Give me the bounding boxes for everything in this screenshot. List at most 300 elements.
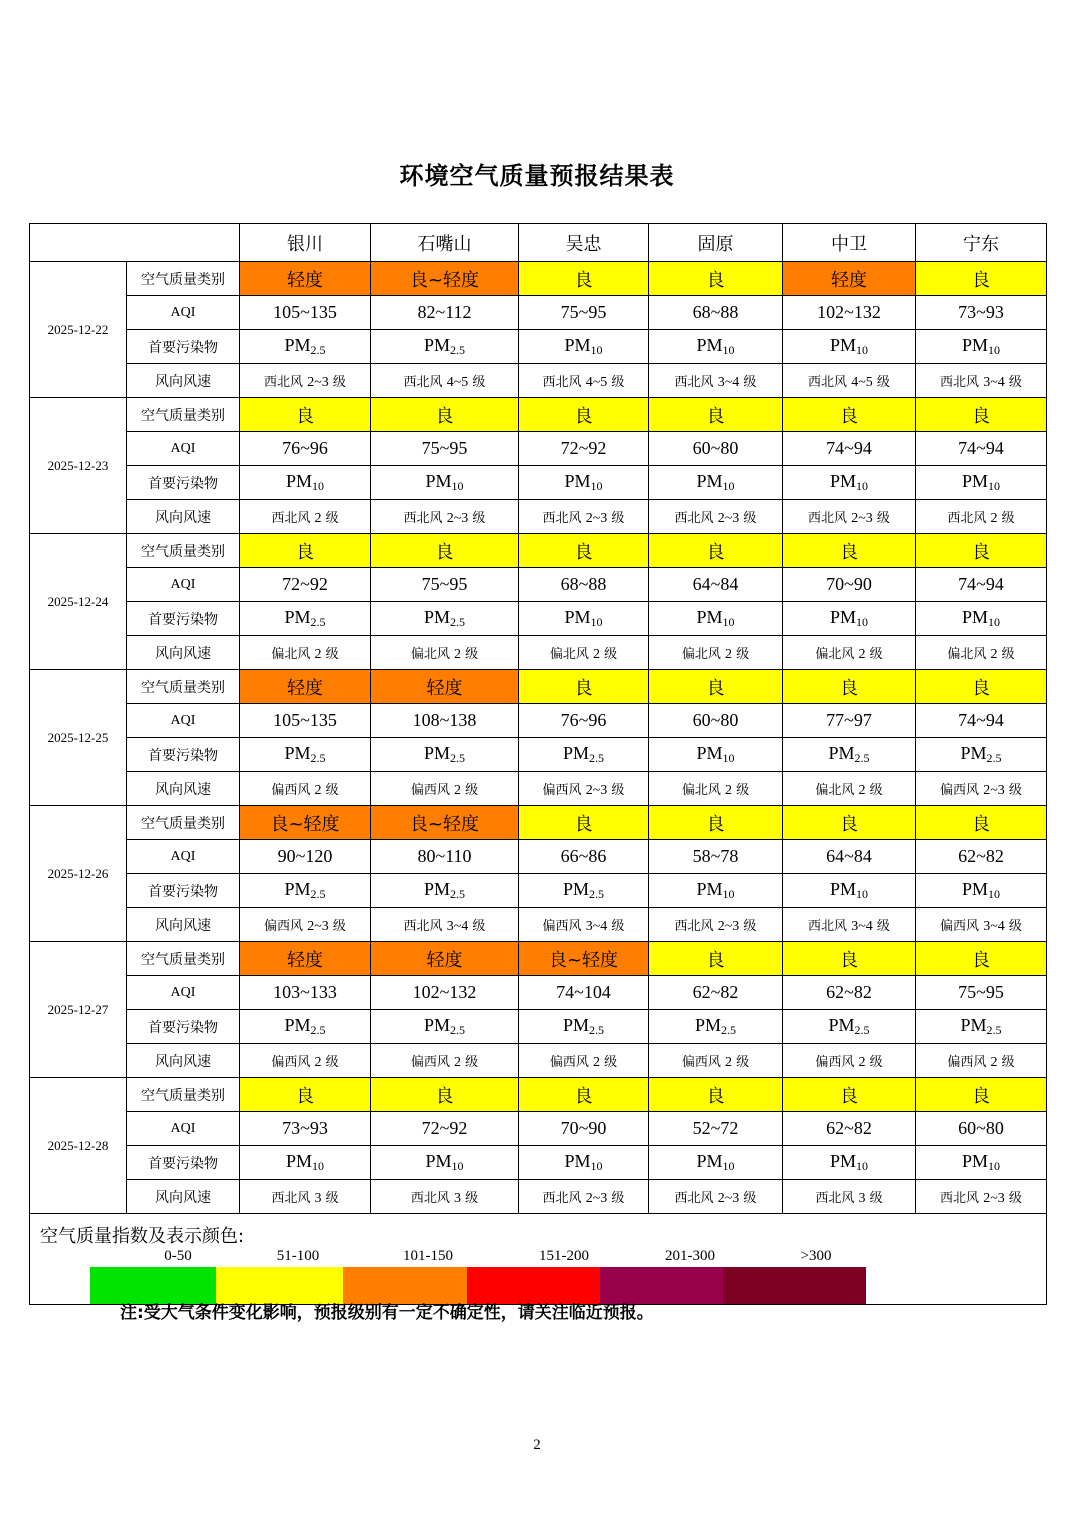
wind-cell <box>240 908 371 942</box>
pollutant-subscript: 2.5 <box>450 751 465 765</box>
date-cell: 2025-12-26 <box>30 806 127 942</box>
pollutant-cell <box>240 874 371 908</box>
wind-cell <box>649 772 783 806</box>
wind-cell <box>649 364 783 398</box>
pollutant-name: PM <box>829 1151 856 1171</box>
wind-direction: 西北风 <box>403 918 443 934</box>
pollutant-cell <box>649 738 783 772</box>
wind-direction: 偏西风 <box>681 1054 721 1070</box>
pollutant-cell <box>240 466 371 500</box>
wind-unit: 级 <box>611 918 625 934</box>
wind-level: 2~3 <box>717 510 740 526</box>
table-row <box>30 262 1047 296</box>
aqi-cell: 73~93 <box>916 296 1047 330</box>
wind-unit: 级 <box>332 374 346 390</box>
wind-cell <box>916 364 1047 398</box>
pollutant-name: PM <box>564 607 591 627</box>
table-row <box>30 602 1047 636</box>
wind-direction: 西北风 <box>815 1190 855 1206</box>
wind-unit: 级 <box>736 646 750 662</box>
wind-unit: 级 <box>611 1190 625 1206</box>
pollutant-name: PM <box>829 607 856 627</box>
table-row <box>30 670 1047 704</box>
category-cell: 良 <box>649 398 783 432</box>
pollutant-name: PM <box>960 743 987 763</box>
pollutant-cell <box>649 602 783 636</box>
pollutant-subscript: 10 <box>988 1159 1000 1173</box>
pollutant-name: PM <box>696 743 723 763</box>
pollutant-subscript: 10 <box>722 1159 735 1173</box>
pollutant-name: PM <box>425 471 452 491</box>
row-label-pollutant: 首要污染物 <box>127 1010 240 1044</box>
category-cell: 良 <box>916 942 1047 976</box>
row-label-aqi: AQI <box>127 976 240 1010</box>
pollutant-cell <box>240 602 371 636</box>
row-label-wind: 风向风速 <box>127 1044 240 1078</box>
pollutant-name: PM <box>828 1015 855 1035</box>
pollutant-subscript: 2.5 <box>450 887 465 901</box>
pollutant-cell <box>371 738 519 772</box>
pollutant-subscript: 2.5 <box>310 343 326 357</box>
forecast-table <box>29 223 1047 1305</box>
wind-cell <box>649 908 783 942</box>
wind-level: 3~4 <box>851 918 873 934</box>
pollutant-subscript: 10 <box>988 479 1000 493</box>
wind-level: 2 <box>990 646 998 662</box>
wind-cell <box>371 1180 519 1214</box>
wind-direction: 偏西风 <box>940 782 980 798</box>
wind-level: 2 <box>454 1054 461 1070</box>
pollutant-name: PM <box>696 879 723 899</box>
table-row <box>30 1112 1047 1146</box>
table-row <box>30 568 1047 602</box>
wind-unit: 级 <box>876 918 890 934</box>
pollutant-name: PM <box>562 879 589 899</box>
pollutant-name: PM <box>961 335 988 355</box>
wind-direction: 西北风 <box>403 374 443 390</box>
pollutant-subscript: 10 <box>856 615 868 629</box>
pollutant-subscript: 2.5 <box>310 751 326 765</box>
wind-level: 2~3 <box>717 1190 740 1206</box>
wind-level: 2 <box>725 1054 732 1070</box>
wind-cell <box>240 772 371 806</box>
pollutant-subscript: 2.5 <box>589 887 604 901</box>
category-cell: 良 <box>240 398 371 432</box>
wind-cell <box>916 1180 1047 1214</box>
category-cell: 良 <box>649 942 783 976</box>
legend-color-swatch <box>723 1267 866 1305</box>
wind-cell <box>371 908 519 942</box>
pollutant-subscript: 2.5 <box>986 751 1002 765</box>
wind-unit: 级 <box>604 646 618 662</box>
wind-direction: 西北风 <box>542 374 582 390</box>
wind-unit: 级 <box>743 918 757 934</box>
wind-level: 2~3 <box>585 510 608 526</box>
row-label-pollutant: 首要污染物 <box>127 738 240 772</box>
aqi-cell: 105~135 <box>240 296 371 330</box>
row-label-aqi: AQI <box>127 704 240 738</box>
category-cell: 良~轻度 <box>519 942 649 976</box>
aqi-cell: 64~84 <box>649 568 783 602</box>
wind-cell <box>519 636 649 670</box>
aqi-cell: 80~110 <box>371 840 519 874</box>
wind-unit: 级 <box>736 1054 750 1070</box>
aqi-cell: 68~88 <box>649 296 783 330</box>
pollutant-subscript: 10 <box>856 343 868 357</box>
wind-unit: 级 <box>1001 646 1015 662</box>
pollutant-name: PM <box>829 471 856 491</box>
aqi-cell: 74~94 <box>916 704 1047 738</box>
pollutant-cell <box>916 330 1047 364</box>
table-row <box>30 534 1047 568</box>
table-row <box>30 466 1047 500</box>
pollutant-cell <box>783 1146 916 1180</box>
pollutant-name: PM <box>284 879 311 899</box>
aqi-cell: 72~92 <box>371 1112 519 1146</box>
pollutant-subscript: 2.5 <box>310 615 326 629</box>
wind-direction: 偏西风 <box>264 918 304 934</box>
aqi-cell: 52~72 <box>649 1112 783 1146</box>
category-cell: 良 <box>783 534 916 568</box>
wind-cell <box>519 1180 649 1214</box>
city-header: 吴忠 <box>519 224 649 262</box>
wind-level: 2~3 <box>307 918 329 934</box>
wind-level: 4~5 <box>851 374 873 390</box>
pollutant-cell <box>371 1010 519 1044</box>
aqi-cell: 77~97 <box>783 704 916 738</box>
wind-level: 2 <box>858 646 866 662</box>
wind-unit: 级 <box>1001 510 1015 526</box>
wind-cell <box>916 500 1047 534</box>
table-row <box>30 296 1047 330</box>
pollutant-cell <box>371 602 519 636</box>
aqi-cell: 68~88 <box>519 568 649 602</box>
table-row <box>30 908 1047 942</box>
category-cell: 良 <box>783 398 916 432</box>
wind-cell <box>649 500 783 534</box>
row-label-aqi: AQI <box>127 568 240 602</box>
category-cell: 良 <box>519 1078 649 1112</box>
wind-level: 2 <box>593 646 600 662</box>
pollutant-name: PM <box>961 471 988 491</box>
legend-range-label: 201-300 <box>665 1248 715 1264</box>
pollutant-name: PM <box>564 471 591 491</box>
category-cell: 良~轻度 <box>371 262 519 296</box>
wind-direction: 西北风 <box>674 510 714 526</box>
pollutant-name: PM <box>284 1015 311 1035</box>
pollutant-cell <box>240 1010 371 1044</box>
wind-direction: 偏北风 <box>410 646 450 662</box>
row-label-pollutant: 首要污染物 <box>127 1146 240 1180</box>
pollutant-name: PM <box>423 879 450 899</box>
table-row <box>30 806 1047 840</box>
wind-cell <box>916 772 1047 806</box>
category-cell: 良 <box>649 1078 783 1112</box>
pollutant-subscript: 10 <box>590 615 603 629</box>
pollutant-subscript: 10 <box>722 343 735 357</box>
aqi-cell: 60~80 <box>916 1112 1047 1146</box>
row-label-aqi: AQI <box>127 1112 240 1146</box>
legend-cell <box>30 1214 1047 1305</box>
wind-direction: 偏西风 <box>947 1054 987 1070</box>
legend-range-label: 101-150 <box>403 1248 453 1264</box>
table-row <box>30 432 1047 466</box>
aqi-cell: 75~95 <box>519 296 649 330</box>
date-cell: 2025-12-25 <box>30 670 127 806</box>
pollutant-cell <box>783 330 916 364</box>
wind-unit: 级 <box>611 374 625 390</box>
wind-level: 2~3 <box>851 510 873 526</box>
wind-unit: 级 <box>611 510 625 526</box>
pollutant-subscript: 10 <box>312 1159 324 1173</box>
aqi-cell: 76~96 <box>240 432 371 466</box>
wind-cell <box>649 636 783 670</box>
pollutant-cell <box>519 466 649 500</box>
table-row <box>30 1010 1047 1044</box>
wind-level: 2~3 <box>307 374 329 390</box>
aqi-cell: 72~92 <box>519 432 649 466</box>
pollutant-cell <box>519 602 649 636</box>
wind-cell <box>783 364 916 398</box>
city-header: 固原 <box>649 224 783 262</box>
wind-direction: 偏北风 <box>681 646 721 662</box>
aqi-cell: 64~84 <box>783 840 916 874</box>
pollutant-cell <box>240 738 371 772</box>
category-cell: 轻度 <box>371 670 519 704</box>
pollutant-subscript: 10 <box>722 615 735 629</box>
wind-cell <box>783 908 916 942</box>
legend-range-label: 51-100 <box>276 1248 320 1264</box>
wind-unit: 级 <box>1001 1054 1015 1070</box>
category-cell: 良 <box>783 942 916 976</box>
category-cell: 良 <box>371 1078 519 1112</box>
pollutant-subscript: 2.5 <box>854 1023 870 1037</box>
category-cell: 良 <box>916 806 1047 840</box>
wind-cell <box>783 500 916 534</box>
aqi-cell: 90~120 <box>240 840 371 874</box>
table-row <box>30 398 1047 432</box>
table-row <box>30 636 1047 670</box>
wind-level: 2~3 <box>717 918 740 934</box>
legend-row <box>30 1214 1047 1305</box>
wind-cell <box>371 772 519 806</box>
wind-unit: 级 <box>1008 1190 1022 1206</box>
aqi-cell: 74~94 <box>916 432 1047 466</box>
row-label-category: 空气质量类别 <box>127 1078 240 1112</box>
pollutant-name: PM <box>284 607 311 627</box>
pollutant-cell <box>783 466 916 500</box>
wind-direction: 偏西风 <box>542 918 582 934</box>
aqi-cell: 74~94 <box>783 432 916 466</box>
aqi-cell: 60~80 <box>649 704 783 738</box>
category-cell: 良 <box>916 398 1047 432</box>
wind-unit: 级 <box>325 782 339 798</box>
pollutant-cell <box>371 466 519 500</box>
wind-direction: 西北风 <box>940 374 980 390</box>
page-number: 2 <box>533 1437 541 1453</box>
table-row <box>30 500 1047 534</box>
wind-direction: 西北风 <box>808 510 848 526</box>
aqi-cell: 102~132 <box>783 296 916 330</box>
wind-level: 2 <box>858 782 866 798</box>
wind-direction: 西北风 <box>940 1190 980 1206</box>
pollutant-name: PM <box>961 1151 988 1171</box>
wind-unit: 级 <box>1008 374 1022 390</box>
pollutant-cell <box>783 602 916 636</box>
pollutant-cell <box>371 330 519 364</box>
wind-direction: 西北风 <box>410 1190 450 1206</box>
wind-cell <box>371 364 519 398</box>
aqi-cell: 103~133 <box>240 976 371 1010</box>
wind-unit: 级 <box>465 1054 479 1070</box>
wind-level: 2 <box>314 782 322 798</box>
wind-level: 2~3 <box>585 782 608 798</box>
pollutant-name: PM <box>284 335 311 355</box>
category-cell: 良 <box>649 534 783 568</box>
wind-direction: 偏西风 <box>549 1054 589 1070</box>
pollutant-subscript: 10 <box>590 1159 603 1173</box>
pollutant-cell <box>649 330 783 364</box>
row-label-wind: 风向风速 <box>127 500 240 534</box>
table-row <box>30 364 1047 398</box>
wind-level: 3 <box>314 1190 322 1206</box>
wind-direction: 西北风 <box>947 510 987 526</box>
category-cell: 良 <box>916 534 1047 568</box>
category-cell: 良 <box>916 262 1047 296</box>
category-cell: 良 <box>783 1078 916 1112</box>
wind-unit: 级 <box>325 1190 339 1206</box>
wind-unit: 级 <box>736 782 750 798</box>
wind-level: 2 <box>314 1054 322 1070</box>
pollutant-cell <box>916 602 1047 636</box>
category-cell: 良~轻度 <box>240 806 371 840</box>
pollutant-subscript: 10 <box>590 479 603 493</box>
table-row <box>30 874 1047 908</box>
category-cell: 良 <box>916 1078 1047 1112</box>
wind-level: 3 <box>858 1190 866 1206</box>
pollutant-name: PM <box>423 1015 450 1035</box>
aqi-cell: 105~135 <box>240 704 371 738</box>
pollutant-subscript: 10 <box>451 1159 464 1173</box>
pollutant-subscript: 10 <box>451 479 464 493</box>
wind-level: 3~4 <box>717 374 740 390</box>
pollutant-name: PM <box>562 1015 589 1035</box>
wind-cell <box>519 364 649 398</box>
wind-level: 3~4 <box>983 374 1005 390</box>
wind-direction: 偏西风 <box>271 782 311 798</box>
wind-level: 2 <box>314 510 322 526</box>
table-row <box>30 1180 1047 1214</box>
pollutant-cell <box>519 1146 649 1180</box>
wind-cell <box>519 1044 649 1078</box>
aqi-cell: 75~95 <box>916 976 1047 1010</box>
row-label-category: 空气质量类别 <box>127 670 240 704</box>
wind-unit: 级 <box>325 1054 339 1070</box>
wind-unit: 级 <box>743 1190 757 1206</box>
wind-unit: 级 <box>325 646 339 662</box>
wind-level: 3 <box>454 1190 461 1206</box>
table-row <box>30 738 1047 772</box>
pollutant-name: PM <box>828 743 855 763</box>
table-row <box>30 704 1047 738</box>
aqi-cell: 60~80 <box>649 432 783 466</box>
category-cell: 良 <box>916 670 1047 704</box>
aqi-cell: 62~82 <box>783 976 916 1010</box>
aqi-cell: 62~82 <box>649 976 783 1010</box>
wind-unit: 级 <box>869 1054 883 1070</box>
pollutant-subscript: 10 <box>722 887 735 901</box>
pollutant-subscript: 2.5 <box>589 751 604 765</box>
legend-range-label: 0-50 <box>164 1248 192 1264</box>
wind-direction: 西北风 <box>264 374 304 390</box>
city-header: 中卫 <box>783 224 916 262</box>
wind-direction: 西北风 <box>271 1190 311 1206</box>
pollutant-cell <box>916 466 1047 500</box>
pollutant-cell <box>649 874 783 908</box>
category-cell: 轻度 <box>783 262 916 296</box>
header-corner <box>30 224 240 262</box>
row-label-aqi: AQI <box>127 840 240 874</box>
pollutant-cell <box>783 1010 916 1044</box>
wind-level: 4~5 <box>446 374 469 390</box>
pollutant-name: PM <box>829 335 856 355</box>
pollutant-name: PM <box>696 1151 723 1171</box>
pollutant-name: PM <box>562 743 589 763</box>
pollutant-name: PM <box>284 743 311 763</box>
wind-unit: 级 <box>472 510 486 526</box>
wind-cell <box>371 636 519 670</box>
pollutant-name: PM <box>423 743 450 763</box>
category-cell: 良 <box>649 670 783 704</box>
row-label-wind: 风向风速 <box>127 364 240 398</box>
wind-cell <box>519 772 649 806</box>
wind-direction: 西北风 <box>808 918 848 934</box>
category-cell: 良 <box>519 262 649 296</box>
wind-unit: 级 <box>465 1190 479 1206</box>
category-cell: 良 <box>783 806 916 840</box>
wind-unit: 级 <box>1008 918 1022 934</box>
pollutant-cell <box>916 1010 1047 1044</box>
pollutant-name: PM <box>285 1151 312 1171</box>
row-label-aqi: AQI <box>127 296 240 330</box>
wind-unit: 级 <box>1008 782 1022 798</box>
wind-unit: 级 <box>325 510 339 526</box>
pollutant-cell <box>916 1146 1047 1180</box>
city-header: 银川 <box>240 224 371 262</box>
header-row <box>30 224 1047 262</box>
pollutant-name: PM <box>961 607 988 627</box>
table-row <box>30 772 1047 806</box>
pollutant-name: PM <box>696 471 723 491</box>
aqi-cell: 74~94 <box>916 568 1047 602</box>
row-label-category: 空气质量类别 <box>127 398 240 432</box>
city-header: 石嘴山 <box>371 224 519 262</box>
pollutant-name: PM <box>829 879 856 899</box>
forecast-note: 注:受大气条件变化影响，预报级别有一定不确定性，请关注临近预报。 <box>120 1303 654 1323</box>
wind-level: 2 <box>593 1054 600 1070</box>
wind-direction: 西北风 <box>674 374 714 390</box>
wind-level: 2 <box>454 782 461 798</box>
legend-range-label: 151-200 <box>539 1248 589 1264</box>
wind-cell <box>783 772 916 806</box>
row-label-wind: 风向风速 <box>127 908 240 942</box>
category-cell: 良 <box>240 534 371 568</box>
table-row <box>30 330 1047 364</box>
pollutant-subscript: 10 <box>722 479 735 493</box>
pollutant-cell <box>783 738 916 772</box>
wind-level: 2 <box>454 646 461 662</box>
wind-cell <box>371 500 519 534</box>
